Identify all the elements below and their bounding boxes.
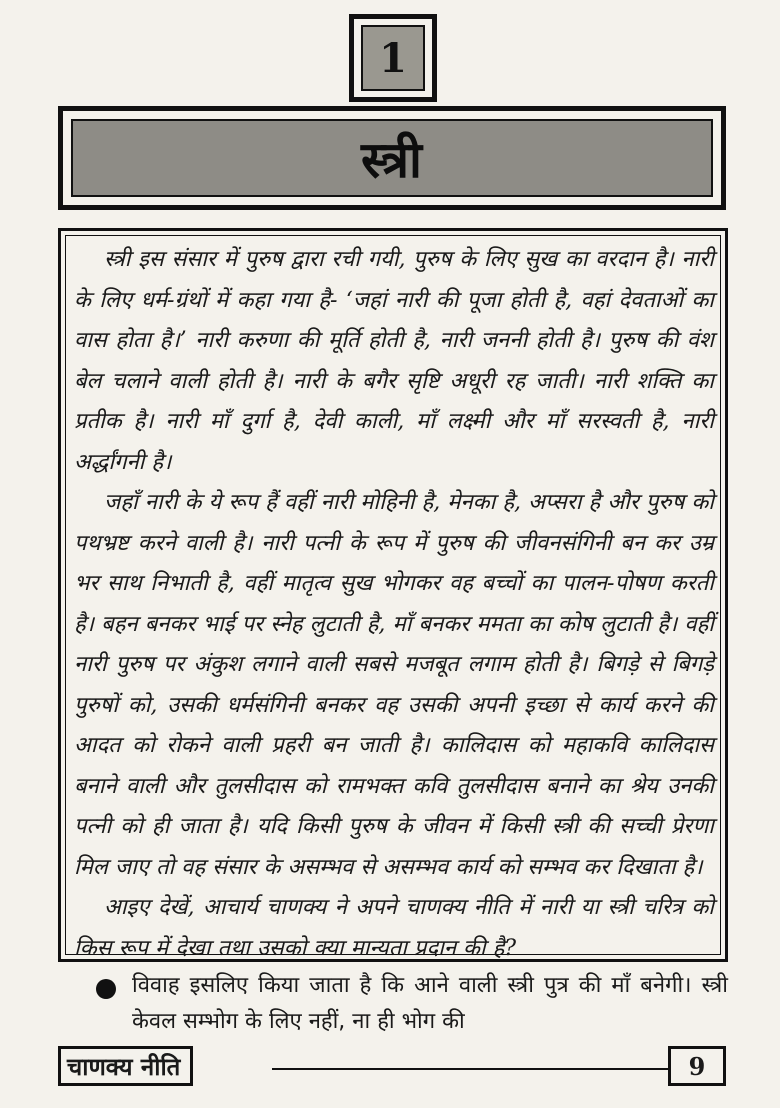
bullet-item	[82, 968, 728, 1040]
paragraph-2: जहाँ नारी के ये रूप हैं वहीं नारी मोहिनी है, मेनका है, अप्सरा है और पुरुष को पथभ्रष्ट करने वाली है। नारी पत्नी के रूप में पुरुष की जीवनसंगिनी बन कर उम्र भर साथ निभाती है, वहीं मातृत्व सुख भोगकर वह बच्चों का पालन-पोषण करती है। बहन बनकर भाई पर स्नेह लुटाती है, माँ बनकर ममता का कोष लुटाती है। वहीं नारी पुरुष पर अंकुश लगाने वाली सबसे मजबूत लगाम होती है। बिगड़े से बिगड़े पुरुषों को, उसकी धर्मसंगिनी बनकर वह उसकी अपनी इच्छा से कार्य करने की आदत को रोकने वाली प्रहरी बन जाती है। कालिदास को महाकवि कालिदास बनाने वाली और तुलसीदास को रामभक्त कवि तुलसीदास बनाने का श्रेय उनकी पत्नी को ही जाता है। यदि किसी पुरुष के जीवन में किसी स्त्री की सच्ची प्रेरणा मिल जाए तो वह संसार के असम्भव से असम्भव कार्य को सम्भव कर दिखाता है।	[74, 490, 714, 880]
chapter-title: स्त्री	[361, 130, 423, 189]
bullet-icon	[96, 979, 116, 999]
paragraph-1: स्त्री इस संसार में पुरुष द्वारा रची गयी, पुरुष के लिए सुख का वरदान है। नारी के लिए धर्म-ग्रंथों में कहा गया है- ‘जहां नारी की पूजा होती है, वहां देवताओं का वास होता है।’ नारी करुणा की मूर्ति होती है, नारी जननी होती है। पुरुष की वंश बेल चलाने वाली होती है। नारी के बगैर सृष्टि अधूरी रह जाती। नारी शक्ति का प्रतीक है। नारी माँ दुर्गा है, देवी काली, माँ लक्ष्मी और माँ सरस्वती है, नारी अर्द्धांगनी है।	[74, 247, 714, 475]
chapter-title-panel	[71, 119, 713, 197]
page-number: 9	[668, 1046, 726, 1086]
chapter-title-band	[58, 106, 726, 210]
chapter-number-box	[349, 14, 437, 102]
text-frame-inner	[65, 235, 721, 961]
chapter-number: 1	[361, 25, 425, 91]
bullet-text: विवाह इसलिए किया जाता है कि आने वाली स्त्री पुत्र की माँ बनेगी। स्त्री केवल सम्भोग के लिए नहीं, ना ही भोग की	[132, 973, 728, 1034]
footer-rule	[272, 1068, 668, 1070]
paragraph-3: आइए देखें, आचार्य चाणक्य ने अपने चाणक्य नीति में नारी या स्त्री चरित्र को किस रूप में देखा तथा उसको क्या मान्यता प्रदान की है?	[74, 895, 714, 961]
footer-book-title: चाणक्य नीति	[58, 1046, 193, 1086]
text-frame	[58, 228, 728, 962]
